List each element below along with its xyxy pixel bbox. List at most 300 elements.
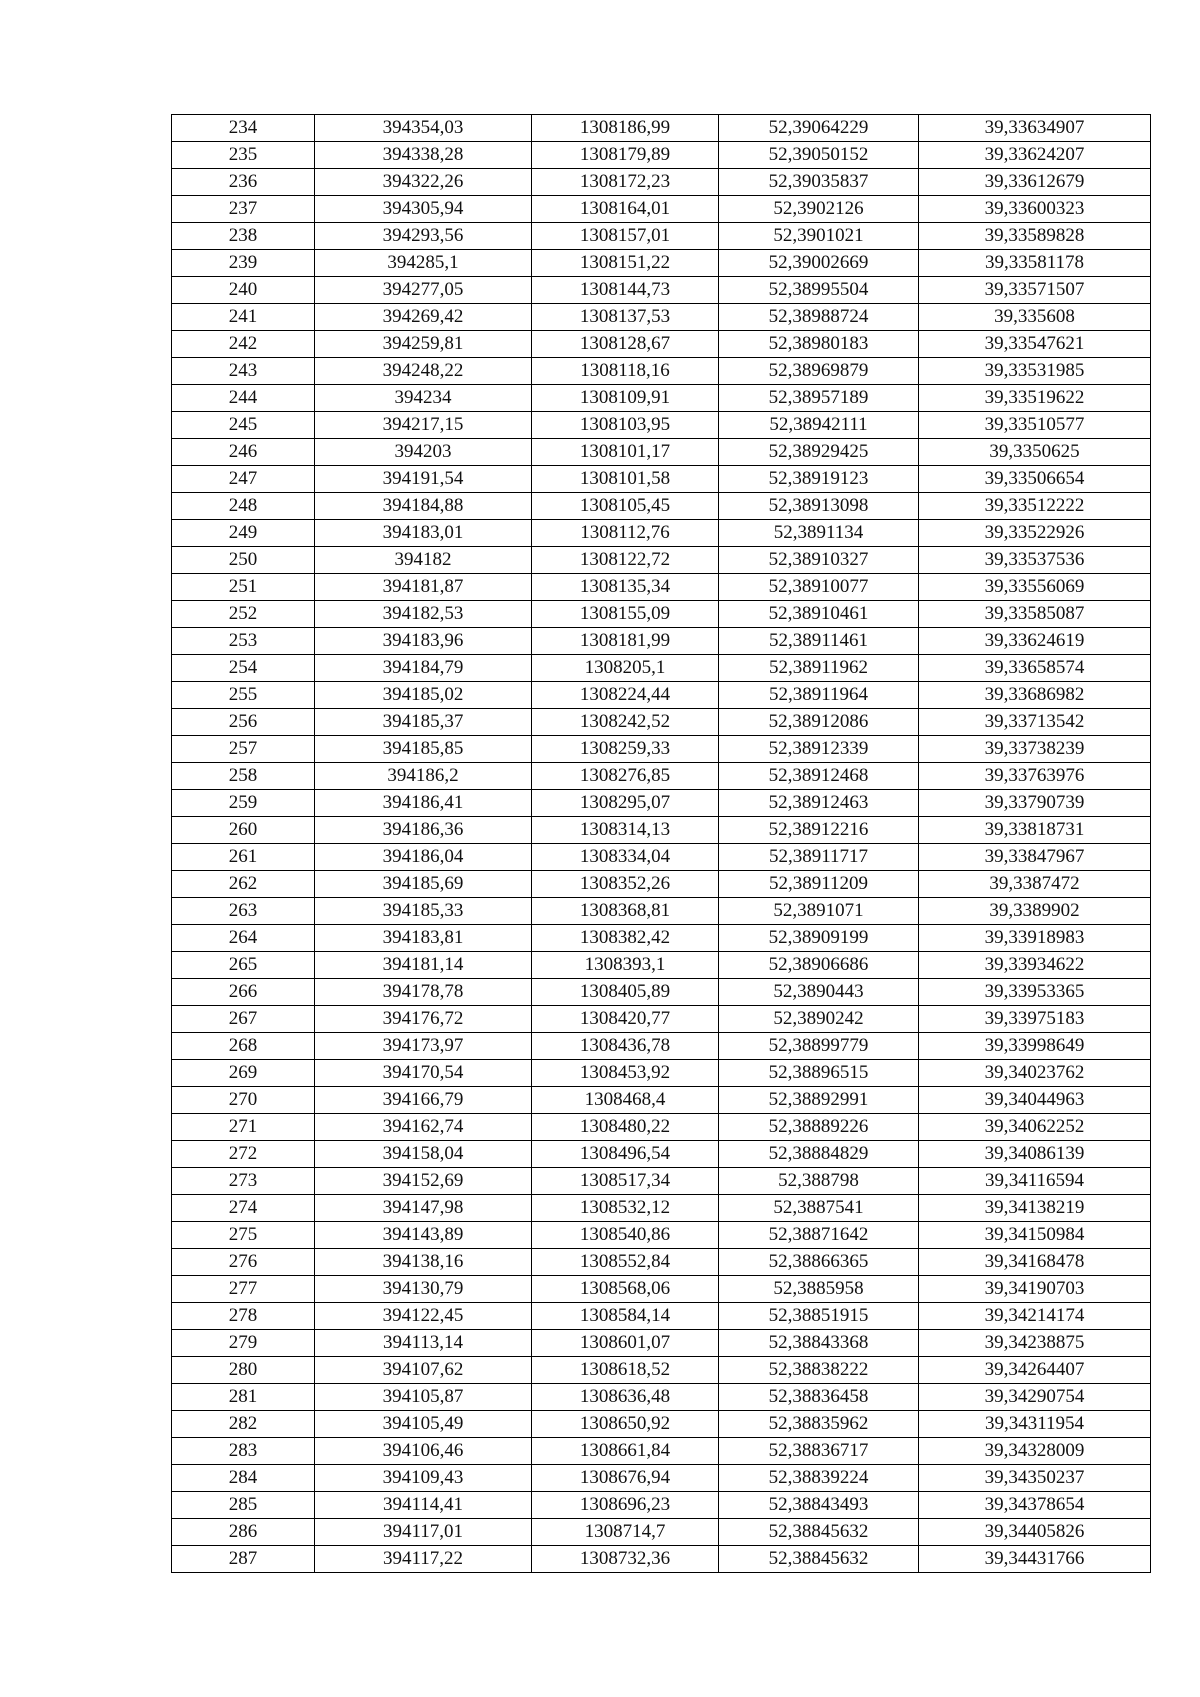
y-coordinate-cell: 1308618,52 (532, 1357, 719, 1384)
x-coordinate-cell: 394130,79 (315, 1276, 532, 1303)
y-coordinate-cell: 1308105,45 (532, 493, 719, 520)
x-coordinate-cell: 394122,45 (315, 1303, 532, 1330)
x-coordinate-cell: 394185,02 (315, 682, 532, 709)
point-number-cell: 265 (172, 952, 315, 979)
table-row (172, 1276, 1151, 1303)
point-number-cell: 243 (172, 358, 315, 385)
x-coordinate-cell: 394105,87 (315, 1384, 532, 1411)
x-coordinate-cell: 394182,53 (315, 601, 532, 628)
latitude-cell: 52,38866365 (719, 1249, 919, 1276)
latitude-cell: 52,3890443 (719, 979, 919, 1006)
x-coordinate-cell: 394182 (315, 547, 532, 574)
table-row (172, 385, 1151, 412)
point-number-cell: 275 (172, 1222, 315, 1249)
latitude-cell: 52,38911209 (719, 871, 919, 898)
latitude-cell: 52,38910461 (719, 601, 919, 628)
table-row (172, 1438, 1151, 1465)
longitude-cell: 39,34431766 (919, 1546, 1151, 1573)
table-row (172, 979, 1151, 1006)
longitude-cell: 39,33624207 (919, 142, 1151, 169)
longitude-cell: 39,33686982 (919, 682, 1151, 709)
x-coordinate-cell: 394183,81 (315, 925, 532, 952)
y-coordinate-cell: 1308151,22 (532, 250, 719, 277)
y-coordinate-cell: 1308714,7 (532, 1519, 719, 1546)
table-row (172, 655, 1151, 682)
longitude-cell: 39,33531985 (919, 358, 1151, 385)
x-coordinate-cell: 394114,41 (315, 1492, 532, 1519)
y-coordinate-cell: 1308101,58 (532, 466, 719, 493)
latitude-cell: 52,38919123 (719, 466, 919, 493)
latitude-cell: 52,38889226 (719, 1114, 919, 1141)
latitude-cell: 52,38911962 (719, 655, 919, 682)
latitude-cell: 52,38980183 (719, 331, 919, 358)
longitude-cell: 39,34405826 (919, 1519, 1151, 1546)
x-coordinate-cell: 394143,89 (315, 1222, 532, 1249)
y-coordinate-cell: 1308314,13 (532, 817, 719, 844)
point-number-cell: 266 (172, 979, 315, 1006)
longitude-cell: 39,34168478 (919, 1249, 1151, 1276)
point-number-cell: 253 (172, 628, 315, 655)
y-coordinate-cell: 1308568,06 (532, 1276, 719, 1303)
table-row (172, 1492, 1151, 1519)
table-row (172, 574, 1151, 601)
y-coordinate-cell: 1308368,81 (532, 898, 719, 925)
y-coordinate-cell: 1308532,12 (532, 1195, 719, 1222)
table-row (172, 250, 1151, 277)
longitude-cell: 39,33581178 (919, 250, 1151, 277)
table-row (172, 925, 1151, 952)
y-coordinate-cell: 1308696,23 (532, 1492, 719, 1519)
point-number-cell: 240 (172, 277, 315, 304)
point-number-cell: 273 (172, 1168, 315, 1195)
table-row (172, 1546, 1151, 1573)
point-number-cell: 263 (172, 898, 315, 925)
point-number-cell: 257 (172, 736, 315, 763)
longitude-cell: 39,33547621 (919, 331, 1151, 358)
y-coordinate-cell: 1308334,04 (532, 844, 719, 871)
latitude-cell: 52,38884829 (719, 1141, 919, 1168)
y-coordinate-cell: 1308157,01 (532, 223, 719, 250)
coordinates-table (171, 114, 1151, 1573)
latitude-cell: 52,3902126 (719, 196, 919, 223)
latitude-cell: 52,38851915 (719, 1303, 919, 1330)
latitude-cell: 52,38835962 (719, 1411, 919, 1438)
x-coordinate-cell: 394293,56 (315, 223, 532, 250)
y-coordinate-cell: 1308137,53 (532, 304, 719, 331)
table-row (172, 1195, 1151, 1222)
x-coordinate-cell: 394176,72 (315, 1006, 532, 1033)
x-coordinate-cell: 394186,41 (315, 790, 532, 817)
table-row (172, 1141, 1151, 1168)
point-number-cell: 237 (172, 196, 315, 223)
point-number-cell: 276 (172, 1249, 315, 1276)
y-coordinate-cell: 1308242,52 (532, 709, 719, 736)
x-coordinate-cell: 394170,54 (315, 1060, 532, 1087)
x-coordinate-cell: 394181,87 (315, 574, 532, 601)
latitude-cell: 52,38912339 (719, 736, 919, 763)
longitude-cell: 39,3350625 (919, 439, 1151, 466)
longitude-cell: 39,33624619 (919, 628, 1151, 655)
longitude-cell: 39,34138219 (919, 1195, 1151, 1222)
y-coordinate-cell: 1308122,72 (532, 547, 719, 574)
x-coordinate-cell: 394191,54 (315, 466, 532, 493)
table-row (172, 439, 1151, 466)
point-number-cell: 261 (172, 844, 315, 871)
x-coordinate-cell: 394147,98 (315, 1195, 532, 1222)
x-coordinate-cell: 394117,22 (315, 1546, 532, 1573)
point-number-cell: 283 (172, 1438, 315, 1465)
x-coordinate-cell: 394185,37 (315, 709, 532, 736)
latitude-cell: 52,39002669 (719, 250, 919, 277)
latitude-cell: 52,38839224 (719, 1465, 919, 1492)
y-coordinate-cell: 1308186,99 (532, 115, 719, 142)
table-row (172, 1384, 1151, 1411)
latitude-cell: 52,38912463 (719, 790, 919, 817)
x-coordinate-cell: 394105,49 (315, 1411, 532, 1438)
longitude-cell: 39,33713542 (919, 709, 1151, 736)
y-coordinate-cell: 1308205,1 (532, 655, 719, 682)
point-number-cell: 247 (172, 466, 315, 493)
longitude-cell: 39,34062252 (919, 1114, 1151, 1141)
y-coordinate-cell: 1308496,54 (532, 1141, 719, 1168)
y-coordinate-cell: 1308676,94 (532, 1465, 719, 1492)
latitude-cell: 52,39050152 (719, 142, 919, 169)
x-coordinate-cell: 394113,14 (315, 1330, 532, 1357)
table-row (172, 898, 1151, 925)
point-number-cell: 280 (172, 1357, 315, 1384)
x-coordinate-cell: 394248,22 (315, 358, 532, 385)
table-row (172, 115, 1151, 142)
table-row (172, 1411, 1151, 1438)
x-coordinate-cell: 394185,85 (315, 736, 532, 763)
table-row (172, 277, 1151, 304)
point-number-cell: 264 (172, 925, 315, 952)
point-number-cell: 239 (172, 250, 315, 277)
longitude-cell: 39,33512222 (919, 493, 1151, 520)
longitude-cell: 39,3389902 (919, 898, 1151, 925)
x-coordinate-cell: 394203 (315, 439, 532, 466)
latitude-cell: 52,3885958 (719, 1276, 919, 1303)
longitude-cell: 39,34328009 (919, 1438, 1151, 1465)
y-coordinate-cell: 1308181,99 (532, 628, 719, 655)
latitude-cell: 52,38929425 (719, 439, 919, 466)
y-coordinate-cell: 1308103,95 (532, 412, 719, 439)
y-coordinate-cell: 1308155,09 (532, 601, 719, 628)
y-coordinate-cell: 1308276,85 (532, 763, 719, 790)
latitude-cell: 52,3890242 (719, 1006, 919, 1033)
point-number-cell: 254 (172, 655, 315, 682)
table-row (172, 520, 1151, 547)
latitude-cell: 52,38909199 (719, 925, 919, 952)
point-number-cell: 244 (172, 385, 315, 412)
x-coordinate-cell: 394338,28 (315, 142, 532, 169)
longitude-cell: 39,33506654 (919, 466, 1151, 493)
table-row (172, 1168, 1151, 1195)
table-row (172, 736, 1151, 763)
y-coordinate-cell: 1308468,4 (532, 1087, 719, 1114)
longitude-cell: 39,34116594 (919, 1168, 1151, 1195)
table-row (172, 1087, 1151, 1114)
y-coordinate-cell: 1308172,23 (532, 169, 719, 196)
longitude-cell: 39,34190703 (919, 1276, 1151, 1303)
y-coordinate-cell: 1308144,73 (532, 277, 719, 304)
y-coordinate-cell: 1308661,84 (532, 1438, 719, 1465)
latitude-cell: 52,38913098 (719, 493, 919, 520)
latitude-cell: 52,38911964 (719, 682, 919, 709)
point-number-cell: 271 (172, 1114, 315, 1141)
table-row (172, 547, 1151, 574)
table-row (172, 1303, 1151, 1330)
longitude-cell: 39,34023762 (919, 1060, 1151, 1087)
x-coordinate-cell: 394152,69 (315, 1168, 532, 1195)
x-coordinate-cell: 394185,33 (315, 898, 532, 925)
table-row (172, 709, 1151, 736)
latitude-cell: 52,3891071 (719, 898, 919, 925)
point-number-cell: 281 (172, 1384, 315, 1411)
table-row (172, 952, 1151, 979)
table-row (172, 1465, 1151, 1492)
point-number-cell: 238 (172, 223, 315, 250)
longitude-cell: 39,33738239 (919, 736, 1151, 763)
x-coordinate-cell: 394166,79 (315, 1087, 532, 1114)
point-number-cell: 252 (172, 601, 315, 628)
y-coordinate-cell: 1308480,22 (532, 1114, 719, 1141)
latitude-cell: 52,38845632 (719, 1519, 919, 1546)
longitude-cell: 39,33953365 (919, 979, 1151, 1006)
longitude-cell: 39,33818731 (919, 817, 1151, 844)
longitude-cell: 39,33510577 (919, 412, 1151, 439)
point-number-cell: 249 (172, 520, 315, 547)
longitude-cell: 39,33918983 (919, 925, 1151, 952)
table-row (172, 142, 1151, 169)
latitude-cell: 52,39064229 (719, 115, 919, 142)
y-coordinate-cell: 1308259,33 (532, 736, 719, 763)
point-number-cell: 279 (172, 1330, 315, 1357)
longitude-cell: 39,33519622 (919, 385, 1151, 412)
y-coordinate-cell: 1308650,92 (532, 1411, 719, 1438)
longitude-cell: 39,33975183 (919, 1006, 1151, 1033)
latitude-cell: 52,3891134 (719, 520, 919, 547)
latitude-cell: 52,38836458 (719, 1384, 919, 1411)
y-coordinate-cell: 1308517,34 (532, 1168, 719, 1195)
x-coordinate-cell: 394107,62 (315, 1357, 532, 1384)
x-coordinate-cell: 394322,26 (315, 169, 532, 196)
x-coordinate-cell: 394186,2 (315, 763, 532, 790)
x-coordinate-cell: 394186,04 (315, 844, 532, 871)
table-row (172, 1060, 1151, 1087)
x-coordinate-cell: 394305,94 (315, 196, 532, 223)
latitude-cell: 52,38906686 (719, 952, 919, 979)
table-row (172, 1033, 1151, 1060)
y-coordinate-cell: 1308109,91 (532, 385, 719, 412)
y-coordinate-cell: 1308135,34 (532, 574, 719, 601)
x-coordinate-cell: 394234 (315, 385, 532, 412)
x-coordinate-cell: 394277,05 (315, 277, 532, 304)
point-number-cell: 246 (172, 439, 315, 466)
longitude-cell: 39,33790739 (919, 790, 1151, 817)
y-coordinate-cell: 1308405,89 (532, 979, 719, 1006)
table-row (172, 790, 1151, 817)
x-coordinate-cell: 394183,01 (315, 520, 532, 547)
point-number-cell: 277 (172, 1276, 315, 1303)
y-coordinate-cell: 1308164,01 (532, 196, 719, 223)
longitude-cell: 39,33522926 (919, 520, 1151, 547)
longitude-cell: 39,34086139 (919, 1141, 1151, 1168)
table-row (172, 304, 1151, 331)
point-number-cell: 241 (172, 304, 315, 331)
longitude-cell: 39,34044963 (919, 1087, 1151, 1114)
x-coordinate-cell: 394109,43 (315, 1465, 532, 1492)
point-number-cell: 236 (172, 169, 315, 196)
latitude-cell: 52,38988724 (719, 304, 919, 331)
table-row (172, 493, 1151, 520)
y-coordinate-cell: 1308101,17 (532, 439, 719, 466)
table-row (172, 817, 1151, 844)
point-number-cell: 256 (172, 709, 315, 736)
point-number-cell: 282 (172, 1411, 315, 1438)
latitude-cell: 52,38910327 (719, 547, 919, 574)
longitude-cell: 39,34214174 (919, 1303, 1151, 1330)
longitude-cell: 39,33998649 (919, 1033, 1151, 1060)
y-coordinate-cell: 1308382,42 (532, 925, 719, 952)
point-number-cell: 258 (172, 763, 315, 790)
longitude-cell: 39,33634907 (919, 115, 1151, 142)
y-coordinate-cell: 1308552,84 (532, 1249, 719, 1276)
x-coordinate-cell: 394181,14 (315, 952, 532, 979)
x-coordinate-cell: 394269,42 (315, 304, 532, 331)
point-number-cell: 259 (172, 790, 315, 817)
x-coordinate-cell: 394106,46 (315, 1438, 532, 1465)
y-coordinate-cell: 1308118,16 (532, 358, 719, 385)
point-number-cell: 255 (172, 682, 315, 709)
point-number-cell: 235 (172, 142, 315, 169)
latitude-cell: 52,38912468 (719, 763, 919, 790)
x-coordinate-cell: 394183,96 (315, 628, 532, 655)
y-coordinate-cell: 1308732,36 (532, 1546, 719, 1573)
table-row (172, 682, 1151, 709)
point-number-cell: 285 (172, 1492, 315, 1519)
latitude-cell: 52,38910077 (719, 574, 919, 601)
longitude-cell: 39,34238875 (919, 1330, 1151, 1357)
point-number-cell: 267 (172, 1006, 315, 1033)
longitude-cell: 39,3387472 (919, 871, 1151, 898)
table-row (172, 1357, 1151, 1384)
point-number-cell: 248 (172, 493, 315, 520)
table-row (172, 223, 1151, 250)
longitude-cell: 39,34264407 (919, 1357, 1151, 1384)
longitude-cell: 39,33537536 (919, 547, 1151, 574)
latitude-cell: 52,38896515 (719, 1060, 919, 1087)
point-number-cell: 270 (172, 1087, 315, 1114)
y-coordinate-cell: 1308436,78 (532, 1033, 719, 1060)
point-number-cell: 286 (172, 1519, 315, 1546)
table-row (172, 871, 1151, 898)
y-coordinate-cell: 1308636,48 (532, 1384, 719, 1411)
x-coordinate-cell: 394186,36 (315, 817, 532, 844)
point-number-cell: 234 (172, 115, 315, 142)
longitude-cell: 39,33556069 (919, 574, 1151, 601)
longitude-cell: 39,33847967 (919, 844, 1151, 871)
longitude-cell: 39,33934622 (919, 952, 1151, 979)
longitude-cell: 39,335608 (919, 304, 1151, 331)
table-row (172, 1330, 1151, 1357)
longitude-cell: 39,33600323 (919, 196, 1151, 223)
table-row (172, 1222, 1151, 1249)
table-row (172, 844, 1151, 871)
y-coordinate-cell: 1308453,92 (532, 1060, 719, 1087)
x-coordinate-cell: 394285,1 (315, 250, 532, 277)
point-number-cell: 274 (172, 1195, 315, 1222)
x-coordinate-cell: 394184,88 (315, 493, 532, 520)
y-coordinate-cell: 1308540,86 (532, 1222, 719, 1249)
table-row (172, 1249, 1151, 1276)
point-number-cell: 262 (172, 871, 315, 898)
latitude-cell: 52,38843493 (719, 1492, 919, 1519)
longitude-cell: 39,33585087 (919, 601, 1151, 628)
latitude-cell: 52,38911461 (719, 628, 919, 655)
latitude-cell: 52,38912216 (719, 817, 919, 844)
x-coordinate-cell: 394162,74 (315, 1114, 532, 1141)
point-number-cell: 278 (172, 1303, 315, 1330)
table-row (172, 763, 1151, 790)
point-number-cell: 268 (172, 1033, 315, 1060)
x-coordinate-cell: 394178,78 (315, 979, 532, 1006)
y-coordinate-cell: 1308352,26 (532, 871, 719, 898)
latitude-cell: 52,38836717 (719, 1438, 919, 1465)
coordinates-table-body (172, 115, 1151, 1573)
longitude-cell: 39,34378654 (919, 1492, 1151, 1519)
table-row (172, 1519, 1151, 1546)
latitude-cell: 52,38843368 (719, 1330, 919, 1357)
point-number-cell: 287 (172, 1546, 315, 1573)
point-number-cell: 284 (172, 1465, 315, 1492)
table-row (172, 412, 1151, 439)
point-number-cell: 269 (172, 1060, 315, 1087)
latitude-cell: 52,3887541 (719, 1195, 919, 1222)
longitude-cell: 39,33658574 (919, 655, 1151, 682)
y-coordinate-cell: 1308295,07 (532, 790, 719, 817)
x-coordinate-cell: 394185,69 (315, 871, 532, 898)
y-coordinate-cell: 1308601,07 (532, 1330, 719, 1357)
latitude-cell: 52,3901021 (719, 223, 919, 250)
x-coordinate-cell: 394259,81 (315, 331, 532, 358)
table-row (172, 196, 1151, 223)
y-coordinate-cell: 1308224,44 (532, 682, 719, 709)
longitude-cell: 39,34350237 (919, 1465, 1151, 1492)
latitude-cell: 52,38912086 (719, 709, 919, 736)
latitude-cell: 52,388798 (719, 1168, 919, 1195)
y-coordinate-cell: 1308112,76 (532, 520, 719, 547)
point-number-cell: 250 (172, 547, 315, 574)
table-row (172, 601, 1151, 628)
point-number-cell: 245 (172, 412, 315, 439)
longitude-cell: 39,33612679 (919, 169, 1151, 196)
latitude-cell: 52,38899779 (719, 1033, 919, 1060)
longitude-cell: 39,34150984 (919, 1222, 1151, 1249)
y-coordinate-cell: 1308584,14 (532, 1303, 719, 1330)
table-row (172, 1114, 1151, 1141)
longitude-cell: 39,33571507 (919, 277, 1151, 304)
latitude-cell: 52,38845632 (719, 1546, 919, 1573)
y-coordinate-cell: 1308393,1 (532, 952, 719, 979)
point-number-cell: 251 (172, 574, 315, 601)
table-row (172, 169, 1151, 196)
longitude-cell: 39,34311954 (919, 1411, 1151, 1438)
longitude-cell: 39,33589828 (919, 223, 1151, 250)
point-number-cell: 260 (172, 817, 315, 844)
point-number-cell: 272 (172, 1141, 315, 1168)
y-coordinate-cell: 1308128,67 (532, 331, 719, 358)
